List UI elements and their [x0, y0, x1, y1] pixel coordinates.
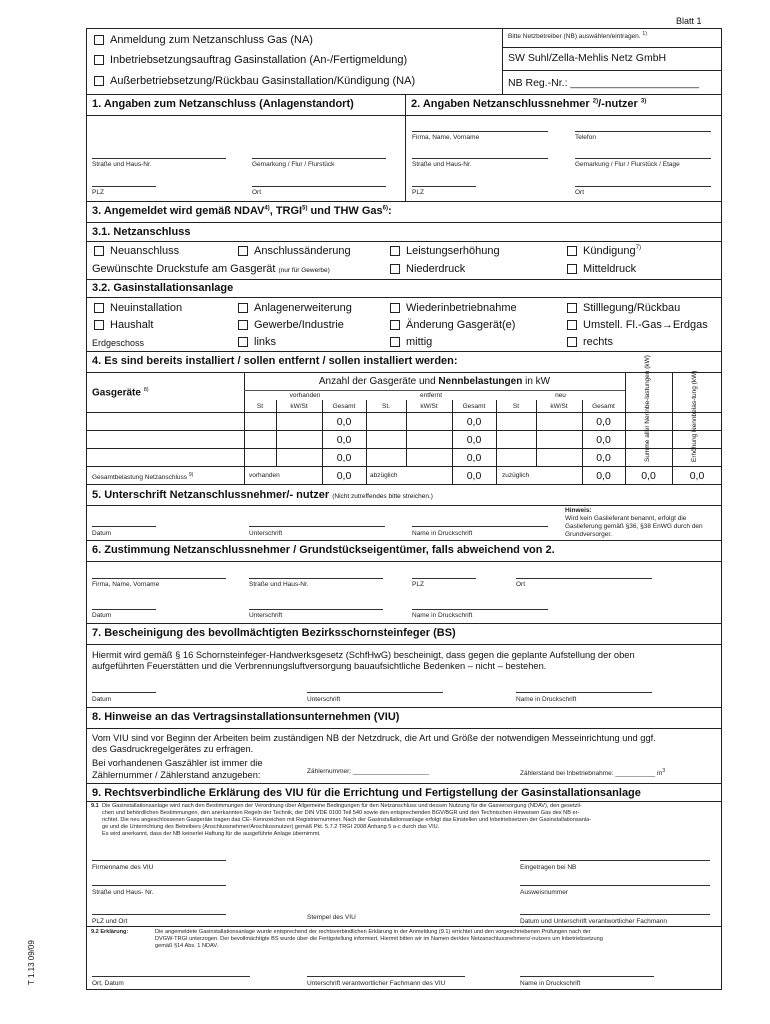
- form-code: T 1.13 09/09: [27, 940, 36, 985]
- total-plus-value: 0,0: [596, 470, 611, 482]
- total-present-value: 0,0: [336, 470, 352, 482]
- p91-line-4: ge und die Unterrichtung des Betreibers (Anschlussnehmer/Anschlussnutzer) gemäß Pkt. 5.7.2 TRGI 2008 Anhang 5 a-c durch das VIU.: [102, 824, 440, 830]
- group-present: vorhanden: [289, 392, 321, 399]
- s9-registered-label: Eingetragen bei NB: [520, 864, 577, 871]
- cb-medium-pressure[interactable]: Mitteldruck: [567, 263, 636, 275]
- cb-household[interactable]: Haushalt: [94, 319, 153, 331]
- s6-city-label: Ort: [516, 581, 526, 588]
- col-kwst-1: kW/St: [290, 403, 308, 410]
- sheet-number: Blatt 1: [676, 16, 702, 26]
- cb-connection-change[interactable]: Anschlussänderung: [238, 245, 351, 257]
- cb-middle[interactable]: mittig: [390, 336, 432, 348]
- s1-city-label: Ort: [252, 189, 262, 196]
- hint-text: Wird kein Gaslieferant benannt, erfolgt die Gaslieferung gemäß §36, §38 EnWG durch den Grundversorger.: [565, 515, 703, 538]
- s9-street-line[interactable]: [92, 885, 226, 886]
- cb-commercial[interactable]: Gewerbe/Industrie: [238, 319, 344, 331]
- total-plus-label: zuzüglich: [502, 472, 530, 479]
- s7-print-name-label: Name in Druckschrift: [516, 696, 577, 703]
- s8-text-line-3: Bei vorhandenen Gaszähler ist immer die: [92, 758, 263, 768]
- s1-parcel-label: Gemarkung / Flur / Flurstück: [252, 161, 335, 168]
- p91-line-1: Die Gasinstallationsanlage wird nach den Bestimmungen der Verordnung über Allgemeine Bedingungen für den Netzanschluss und dessen Nutzung für die Gasversorgung (NDAV), den gesetzli-: [102, 803, 582, 809]
- s1-street-line[interactable]: [92, 158, 226, 159]
- section-4-title: 4. Es sind bereits installiert / sollen entfernt / sollen installiert werden:: [92, 355, 458, 367]
- s2-parcel-line[interactable]: [575, 158, 711, 159]
- s2-street-label: Straße und Haus-Nr.: [412, 161, 472, 168]
- cb-gas-conversion[interactable]: Umstell. Fl.-Gas→Erdgas: [567, 319, 708, 331]
- p91-line-2: chen und behördlichen Bestimmungen, den anerkannten Regeln der Technik, der DIN VDE 0100 Teil 540 sowie den entsprechenden BGV/BGR und den Technischen Hinweisen Gas des NB er-: [102, 810, 580, 816]
- s8-text-line-2: des Gasdruckregelgerätes zu erfragen.: [92, 744, 254, 754]
- s2-phone-line[interactable]: [575, 131, 711, 132]
- col-total-1: Gesamt: [332, 403, 356, 410]
- cb-extension[interactable]: Anlagenerweiterung: [238, 302, 352, 314]
- s9-street-label: Straße und Haus- Nr.: [92, 889, 154, 896]
- cb-left[interactable]: links: [238, 336, 276, 348]
- s2-city-label: Ort: [575, 189, 585, 196]
- section-3-1-title: 3.1. Netzanschluss: [92, 226, 191, 238]
- col-kwst-2: kW/St: [420, 403, 438, 410]
- s5-signature-line[interactable]: [249, 526, 385, 527]
- devices-label: Gasgeräte $^{8)}$: [92, 387, 149, 399]
- pressure-label: Gewünschte Druckstufe am Gasgerät (nur für Gewerbe): [92, 263, 330, 275]
- s9-company-label: Firmenname des VIU: [92, 864, 154, 871]
- decommissioning-label: Außerbetriebsetzung/Rückbau Gasinstallation/Kündigung (NA): [110, 75, 416, 87]
- section-3-title: 3. Angemeldet wird gemäß NDAV$^{4)}$, TRGI$^{5)}$ und THW Gas$^{6)}$:: [92, 205, 392, 217]
- option-registration[interactable]: [94, 34, 313, 46]
- option-commissioning[interactable]: [94, 54, 407, 66]
- s1-parcel-line[interactable]: [252, 158, 386, 159]
- total-minus-label: abzüglich: [370, 472, 398, 479]
- total-present-label: vorhanden: [249, 472, 280, 479]
- commissioning-checkbox[interactable]: [94, 55, 104, 65]
- p91-line-3: richtet. Die neu angeschlossenen Gasgeräte tragen das CE- Kennzeichen mit Registriernummer. Nach der Gasinstallationsanlage erfolgt das Einstellen und Inbetriebsetzen der Gasinstallationsanla-: [102, 817, 592, 823]
- s1-zip-line[interactable]: [92, 186, 156, 187]
- cb-low-pressure[interactable]: Niederdruck: [390, 263, 465, 275]
- operator-note: Bitte Netzbetreiber (NB) auswählen/eintragen. $^{1)}$: [508, 31, 647, 41]
- registration-checkbox[interactable]: [94, 35, 104, 45]
- total-sum-value: 0,0: [641, 470, 656, 482]
- final-signature-line[interactable]: [307, 976, 465, 977]
- s7-text-line-2: aufgeführten Feuerstätten und die Verbrennungsluftversorgung bauaufsichtliche Bedenken – nicht – bestehen.: [92, 661, 547, 671]
- s9-stamp-label: Stempel des VIU: [307, 914, 356, 921]
- p91-line-5: Es wird anerkannt, dass der NB keinerlei Haftung für die ausgeführte Anlage übernimmt.: [102, 831, 321, 837]
- s6-name-label: Firma, Name, Vorname: [92, 581, 160, 588]
- s9-city-line[interactable]: [92, 914, 226, 915]
- p91-number: 9.1: [91, 803, 99, 809]
- s6-street-label: Straße und Haus-Nr.: [249, 581, 309, 588]
- col-total-3: Gesamt: [592, 403, 615, 410]
- section-1-title: 1. Angaben zum Netzanschluss (Anlagenstandort): [92, 98, 354, 110]
- group-new: neu: [555, 392, 566, 399]
- s9-id-line[interactable]: [520, 885, 710, 886]
- section-5-title: 5. Unterschrift Netzanschlussnehmer/- nutzer (Nicht zutreffendes bitte streichen.): [92, 489, 433, 501]
- total-minus-value: 0,0: [466, 470, 482, 482]
- group-removed: entfernt: [419, 392, 443, 399]
- s7-date-label: Datum: [92, 696, 112, 703]
- s6-name-line[interactable]: [92, 578, 226, 579]
- s9-city-label: PLZ und Ort: [92, 918, 128, 925]
- s7-text-line-1: Hiermit wird gemäß § 16 Schornsteinfeger-Handwerksgesetz (SchfHwG) bescheinigt, dass gegen die geplante Aufstellung der oben: [92, 650, 635, 660]
- col-st-3: St: [512, 403, 520, 410]
- final-place-date-line[interactable]: [92, 976, 250, 977]
- cb-recommissioning[interactable]: Wiederinbetriebnahme: [390, 302, 517, 314]
- cb-power-increase[interactable]: Leistungserhöhung: [390, 245, 500, 257]
- row2-new-total[interactable]: 0,0: [596, 434, 611, 446]
- s6-signature-line[interactable]: [249, 609, 383, 610]
- col-st-2: St.: [382, 403, 390, 410]
- s6-date-line[interactable]: [92, 609, 156, 610]
- floor-label: Erdgeschoss: [92, 338, 145, 348]
- s2-zip-label: PLZ: [412, 189, 424, 196]
- s1-city-line[interactable]: [252, 186, 386, 187]
- s2-zip-line[interactable]: [412, 186, 476, 187]
- s8-text-line-4: Zählernummer / Zählerstand anzugeben:: [92, 770, 261, 780]
- hint-title: Hinweis:: [565, 507, 592, 514]
- cb-shutdown[interactable]: Stilllegung/Rückbau: [567, 302, 680, 314]
- p92-number: 9.2 Erklärung:: [91, 929, 129, 935]
- col-st-1: St: [256, 403, 264, 410]
- s5-date-label: Datum: [92, 530, 112, 537]
- s7-date-line[interactable]: [92, 692, 156, 693]
- form-frame: [86, 28, 722, 990]
- section-6-title: 6. Zustimmung Netzanschlussnehmer / Grundstückseigentümer, falls abweichend von 2.: [92, 544, 555, 556]
- total-increase-value: 0,0: [689, 470, 705, 482]
- cb-device-change[interactable]: Änderung Gasgerät(e): [390, 319, 515, 331]
- s8-text-line-1: Vom VIU sind vor Beginn der Arbeiten beim zuständigen NB der Netzdruck, die Art und Größe der notwendigen Messeinrichtung und ggf.: [92, 733, 656, 743]
- s5-signature-label: Unterschrift: [249, 530, 283, 537]
- col-total-2: Gesamt: [462, 403, 486, 410]
- s6-city-line[interactable]: [516, 578, 652, 579]
- cb-termination[interactable]: Kündigung $^{7)}$: [567, 245, 641, 257]
- sum-all-loads-label: Summe aller Nennbe-lastungen (kW): [644, 355, 651, 462]
- row3-present-total[interactable]: 0,0: [336, 452, 352, 464]
- s2-parcel-label: Gemarkung / Flur / Flurstück / Etage: [575, 161, 680, 168]
- meter-reading-field[interactable]: Zählerstand bei Inbetriebnahme: ___________ $m^3$: [520, 768, 666, 778]
- s2-phone-label: Telefon: [575, 134, 596, 141]
- s5-print-name-line[interactable]: [412, 526, 548, 527]
- s7-signature-line[interactable]: [307, 692, 443, 693]
- s6-zip-line[interactable]: [412, 578, 476, 579]
- row2-present-total[interactable]: 0,0: [336, 434, 352, 446]
- s5-date-line[interactable]: [92, 526, 156, 527]
- s6-print-name-label: Name in Druckschrift: [412, 612, 473, 619]
- commissioning-label: Inbetriebsetzungsauftrag Gasinstallation (An-/Fertigmeldung): [110, 54, 408, 66]
- p92-line-1: Die angemeldete Gasinstallationsanlage wurde entsprechend der rechtsverbindlichen Erklärung in der Anmeldung (9.1) errichtet und den vorgeschriebenen Prüfungen nach der: [155, 929, 591, 935]
- s6-date-label: Datum: [92, 612, 112, 619]
- s2-street-line[interactable]: [412, 158, 548, 159]
- s6-signature-label: Unterschrift: [249, 612, 283, 619]
- s6-print-name-line[interactable]: [412, 609, 548, 610]
- s1-zip-label: PLZ: [92, 189, 104, 196]
- col-kwst-3: kW/St: [550, 403, 568, 410]
- p92-line-3: gemäß §14 Abs. 1 NDAV.: [155, 943, 219, 949]
- section-8-title: 8. Hinweise an das Vertragsinstallationsunternehmen (VIU): [92, 711, 400, 723]
- section-2-title: 2. Angaben Netzanschlussnehmer $^{2)}$/-nutzer $^{3)}$: [411, 98, 647, 110]
- final-print-name-label: Name in Druckschrift: [520, 980, 581, 987]
- s7-signature-label: Unterschrift: [307, 696, 341, 703]
- s1-street-label: Straße und Haus-Nr.: [92, 161, 152, 168]
- row3-new-total[interactable]: 0,0: [596, 452, 611, 464]
- registration-label: Anmeldung zum Netzanschluss Gas (NA): [110, 34, 313, 46]
- s7-print-name-line[interactable]: [516, 692, 652, 693]
- row3-removed-total[interactable]: 0,0: [466, 452, 482, 464]
- cb-new-connection[interactable]: Neuanschluss: [94, 245, 179, 257]
- section-9-title: 9. Rechtsverbindliche Erklärung des VIU für die Errichtung und Fertigstellung der Gasinstallationsanlage: [92, 787, 641, 799]
- row1-removed-total[interactable]: 0,0: [466, 416, 482, 428]
- final-print-name-line[interactable]: [520, 976, 654, 977]
- s2-name-line[interactable]: [412, 131, 548, 132]
- s9-date-signature-line[interactable]: [520, 914, 710, 915]
- row1-present-total[interactable]: 0,0: [336, 416, 352, 428]
- row1-new-total[interactable]: 0,0: [596, 416, 611, 428]
- row2-removed-total[interactable]: 0,0: [466, 434, 482, 446]
- s6-street-line[interactable]: [249, 578, 383, 579]
- s9-company-line[interactable]: [92, 860, 226, 861]
- meter-number-field[interactable]: Zählernummer: _____________________: [307, 768, 429, 775]
- cb-new-install[interactable]: Neuinstallation: [94, 302, 182, 314]
- s5-print-name-label: Name in Druckschrift: [412, 530, 473, 537]
- final-place-date-label: Ort, Datum: [92, 980, 124, 987]
- s9-registered-line[interactable]: [520, 860, 710, 861]
- s6-zip-label: PLZ: [412, 581, 424, 588]
- s9-id-label: Ausweisnummer: [520, 889, 569, 896]
- s2-city-line[interactable]: [575, 186, 711, 187]
- decommissioning-checkbox[interactable]: [94, 76, 104, 86]
- section-7-title: 7. Bescheinigung des bevollmächtigten Bezirksschornsteinfeger (BS): [92, 627, 456, 639]
- s9-date-signature-label: Datum und Unterschrift verantwortlicher Fachmann: [520, 918, 668, 925]
- load-increase-label: Erhöhung Nennbelas-tung (kW): [691, 370, 698, 462]
- option-decommissioning[interactable]: [94, 75, 415, 87]
- count-title: Anzahl der Gasgeräte und Nennbelastungen in kW: [318, 376, 551, 387]
- final-signature-label: Unterschrift verantwortlicher Fachmann des VIU: [307, 980, 446, 987]
- s2-name-label: Firma, Name, Vorname: [412, 134, 480, 141]
- section-3-2-title: 3.2. Gasinstallationsanlage: [92, 282, 234, 294]
- nb-reg-number-field[interactable]: NB Reg.-Nr.: ______________________: [508, 77, 699, 89]
- cb-right[interactable]: rechts: [567, 336, 613, 348]
- p92-line-2: DVGW-TRGI unterzogen. Der bevollmächtigte BS wurde über die Fertigstellung informiert. Hiermit bitten wir im Namen der/des Netzanschlussnehmers/-nutzers um Inbetriebsetzung: [155, 936, 603, 942]
- operator-name[interactable]: SW Suhl/Zella-Mehlis Netz GmbH: [508, 52, 667, 64]
- total-load-label: Gesamtbelastung Netzanschluss $^{9)}$: [92, 472, 194, 482]
